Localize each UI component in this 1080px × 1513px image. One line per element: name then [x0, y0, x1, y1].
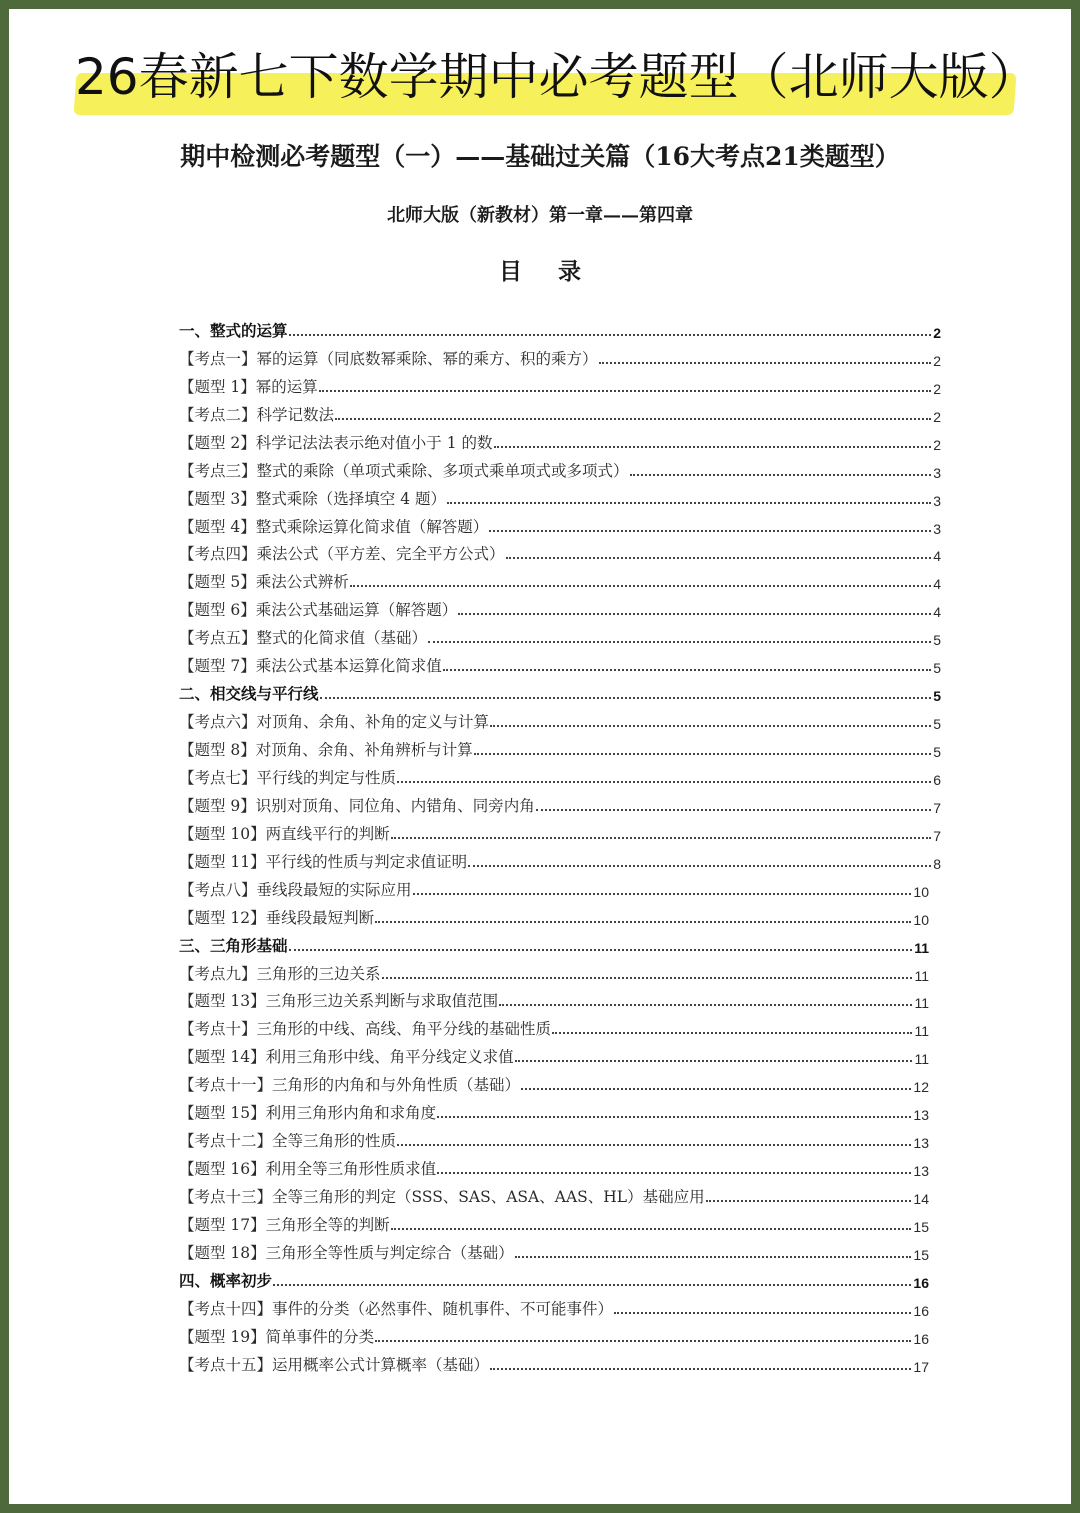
toc-entry-page: 14 [913, 1191, 929, 1207]
toc-leader-dots [706, 1200, 912, 1202]
toc-leader-dots [614, 1312, 911, 1314]
toc-entry[interactable] [179, 872, 941, 900]
toc-chapter-entry[interactable] [179, 676, 941, 704]
toc-leader-dots [447, 502, 931, 504]
toc-leader-dots [289, 949, 913, 951]
toc-entry-page: 11 [914, 1023, 929, 1040]
toc-entry-page: 15 [913, 1246, 929, 1263]
toc-entry[interactable] [179, 956, 941, 984]
toc-entry-page: 2 [933, 436, 941, 453]
toc-leader-dots [443, 669, 931, 671]
toc-entry-page: 2 [933, 352, 941, 369]
toc-entry-page: 5 [933, 716, 941, 733]
toc-chapter-entry[interactable] [179, 928, 941, 956]
toc-entry[interactable] [179, 592, 941, 620]
toc-entry-page: 12 [913, 1079, 929, 1096]
toc-entry[interactable] [179, 900, 941, 928]
toc-leader-dots [521, 1088, 911, 1090]
toc-entry-label: 【考点四】乘法公式（平方差、完全平方公式） [179, 545, 505, 564]
toc-entry-page: 5 [933, 744, 941, 760]
toc-entry-label: 【题型 10】两直线平行的判断 [179, 824, 390, 843]
toc-entry-label: 【题型 9】识别对顶角、同位角、内错角、同旁内角 [179, 796, 535, 815]
toc-entry-page: 4 [933, 576, 941, 593]
toc-entry[interactable] [179, 341, 941, 369]
toc-leader-dots [506, 557, 932, 559]
toc-entry-page: 7 [933, 799, 941, 816]
toc-leader-dots [320, 697, 932, 699]
toc-entry-label: 【考点十】三角形的中线、高线、角平分线的基础性质 [179, 1020, 552, 1039]
toc-entry-label: 【题型 8】对顶角、余角、补角辨析与计算 [179, 741, 473, 759]
toc-entry[interactable] [179, 732, 941, 760]
toc-entry-page: 3 [933, 492, 941, 509]
toc-entry-page: 5 [933, 688, 941, 705]
toc-entry[interactable] [179, 648, 941, 676]
toc-entry-label: 【考点一】幂的运算（同底数幂乘除、幂的乘方、积的乘方） [179, 349, 598, 368]
toc-entry-page: 7 [933, 827, 941, 844]
toc-leader-dots [335, 418, 931, 420]
toc-entry[interactable] [179, 704, 941, 732]
toc-entry-label: 四、概率初步 [179, 1270, 273, 1290]
toc-entry[interactable] [179, 369, 941, 397]
toc-leader-dots [319, 390, 931, 392]
toc-leader-dots [490, 1368, 911, 1370]
toc-leader-dots [273, 1284, 911, 1286]
toc-entry-page: 16 [913, 1330, 929, 1347]
toc-leader-dots [490, 725, 931, 727]
toc-leader-dots [474, 753, 931, 755]
toc-entry[interactable] [179, 788, 941, 816]
toc-entry-label: 【题型 3】整式乘除（选择填空 4 题） [179, 489, 447, 508]
document-page [9, 9, 1071, 1504]
toc-entry-label: 【题型 5】乘法公式辨析 [179, 573, 349, 592]
toc-entry-page: 4 [933, 604, 941, 621]
toc-entry-page: 6 [933, 771, 941, 788]
toc-entry-page: 5 [933, 660, 941, 677]
toc-entry-label: 【题型 11】平行线的性质与判定求值证明 [179, 852, 468, 871]
toc-entry-label: 【考点十五】运用概率公式计算概率（基础） [179, 1355, 490, 1374]
toc-entry-page: 16 [913, 1302, 929, 1319]
toc-entry-page: 3 [933, 520, 941, 537]
toc-entry-label: 【考点九】三角形的三边关系 [179, 964, 381, 983]
toc-entry[interactable] [179, 1151, 941, 1179]
toc-entry-label: 三、三角形基础 [179, 935, 288, 955]
toc-entry-label: 【题型 4】整式乘除运算化简求值（解答题） [179, 517, 489, 536]
toc-entry-label: 【考点十一】三角形的内角和与外角性质（基础） [179, 1076, 521, 1095]
title-banner [75, 33, 1039, 121]
toc-entry[interactable] [179, 1347, 941, 1375]
toc-entry[interactable] [179, 397, 941, 425]
toc-leader-dots [375, 921, 911, 923]
toc-entry-page: 8 [933, 855, 941, 872]
toc-entry[interactable] [179, 1291, 941, 1319]
toc-leader-dots [397, 1144, 911, 1146]
toc-entry-page: 13 [913, 1107, 929, 1124]
toc-entry-label: 【题型 16】利用全等三角形性质求值 [179, 1160, 437, 1179]
table-of-contents [179, 313, 941, 1375]
toc-entry-page: 11 [914, 1051, 929, 1068]
toc-entry-page: 5 [933, 632, 941, 649]
toc-leader-dots [397, 781, 931, 783]
toc-entry[interactable] [179, 1179, 941, 1207]
toc-leader-dots [515, 1060, 913, 1062]
toc-leader-dots [428, 641, 931, 643]
toc-entry-label: 【题型 18】三角形全等性质与判定综合（基础） [179, 1243, 514, 1262]
toc-entry-label: 【考点三】整式的乘除（单项式乘除、多项式乘单项式或多项式） [179, 461, 629, 480]
toc-leader-dots [499, 1004, 912, 1006]
toc-entry-label: 【题型 13】三角形三边关系判断与求取值范围 [179, 992, 499, 1011]
toc-leader-dots [382, 977, 913, 979]
toc-entry-label: 【考点五】整式的化简求值（基础） [179, 629, 428, 648]
edition-line: 北师大版（新教材）第一章——第四章 [387, 205, 693, 226]
toc-leader-dots [494, 446, 932, 448]
toc-leader-dots [468, 865, 931, 867]
toc-entry-label: 【考点七】平行线的判定与性质 [179, 768, 397, 787]
toc-leader-dots [489, 530, 931, 532]
toc-entry-label: 【题型 1】幂的运算 [179, 377, 318, 396]
toc-entry[interactable] [179, 564, 941, 592]
toc-leader-dots [536, 809, 931, 811]
toc-entry[interactable] [179, 760, 941, 788]
main-title: 26春新七下数学期中必考题型（北师大版） [75, 48, 1039, 106]
toc-entry[interactable] [179, 1207, 941, 1235]
toc-entry-label: 【题型 17】三角形全等的判断 [179, 1215, 390, 1234]
toc-leader-dots [391, 1228, 912, 1230]
toc-entry-page: 11 [914, 939, 929, 956]
toc-entry-page: 10 [913, 883, 929, 900]
toc-entry-page: 13 [913, 1163, 929, 1180]
toc-entry-label: 【考点八】垂线段最短的实际应用 [179, 880, 412, 899]
toc-leader-dots [375, 1340, 911, 1342]
toc-leader-dots [630, 474, 932, 476]
toc-leader-dots [289, 334, 932, 336]
toc-entry[interactable] [179, 509, 941, 537]
toc-entry-label: 【题型 14】利用三角形中线、角平分线定义求值 [179, 1048, 514, 1067]
toc-entry[interactable] [179, 1095, 941, 1123]
toc-entry-label: 【考点六】对顶角、余角、补角的定义与计算 [179, 713, 490, 732]
toc-entry-label: 【题型 12】垂线段最短判断 [179, 908, 375, 927]
toc-entry[interactable] [179, 1011, 941, 1039]
toc-entry-page: 13 [913, 1135, 929, 1152]
toc-entry[interactable] [179, 620, 941, 648]
toc-entry[interactable] [179, 481, 941, 509]
toc-leader-dots [437, 1116, 911, 1118]
toc-chapter-entry[interactable] [179, 313, 941, 341]
toc-leader-dots [552, 1032, 912, 1034]
toc-entry-page: 2 [933, 380, 941, 397]
toc-entry-label: 【题型 7】乘法公式基本运算化简求值 [179, 657, 442, 676]
toc-entry[interactable] [179, 1319, 941, 1347]
toc-entry[interactable] [179, 984, 941, 1012]
toc-entry-label: 【题型 15】利用三角形内角和求角度 [179, 1104, 437, 1123]
toc-entry[interactable] [179, 816, 941, 844]
toc-entry-label: 【考点十二】全等三角形的性质 [179, 1132, 397, 1151]
toc-entry[interactable] [179, 425, 941, 453]
toc-entry[interactable] [179, 1039, 941, 1067]
toc-entry[interactable] [179, 1123, 941, 1151]
toc-leader-dots [599, 362, 932, 364]
toc-entry-label: 一、整式的运算 [179, 320, 288, 340]
subtitle: 期中检测必考题型（一）——基础过关篇（16大考点21类题型） [180, 142, 900, 171]
toc-entry-page: 16 [913, 1274, 929, 1291]
toc-entry-page: 2 [933, 324, 941, 341]
toc-leader-dots [515, 1256, 912, 1258]
toc-entry-page: 11 [914, 995, 929, 1012]
toc-leader-dots [458, 613, 931, 615]
toc-entry-label: 【考点二】科学记数法 [179, 405, 335, 424]
toc-entry-label: 二、相交线与平行线 [179, 684, 319, 704]
toc-entry[interactable] [179, 537, 941, 565]
toc-chapter-entry[interactable] [179, 1263, 941, 1291]
toc-entry-label: 【考点十四】事件的分类（必然事件、随机事件、不可能事件） [179, 1299, 614, 1318]
toc-title: 目 录 [498, 258, 595, 285]
toc-entry-label: 【题型 6】乘法公式基础运算（解答题） [179, 601, 458, 620]
toc-entry-page: 4 [933, 548, 941, 565]
toc-entry[interactable] [179, 1235, 941, 1263]
toc-entry-label: 【题型 2】科学记法法表示绝对值小于 1 的数 [179, 433, 493, 452]
toc-entry-page: 2 [933, 408, 941, 425]
toc-entry-page: 11 [914, 967, 929, 984]
toc-entry-label: 【题型 19】简单事件的分类 [179, 1327, 375, 1346]
toc-leader-dots [391, 837, 932, 839]
toc-entry[interactable] [179, 844, 941, 872]
toc-entry-page: 17 [913, 1358, 929, 1375]
toc-entry-label: 【考点十三】全等三角形的判定（SSS、SAS、ASA、AAS、HL）基础应用 [179, 1188, 705, 1206]
toc-entry-page: 3 [933, 464, 941, 481]
toc-entry-page: 15 [913, 1218, 929, 1235]
toc-entry[interactable] [179, 1067, 941, 1095]
toc-leader-dots [437, 1172, 911, 1174]
toc-entry[interactable] [179, 453, 941, 481]
toc-leader-dots [413, 893, 912, 895]
toc-leader-dots [350, 585, 931, 587]
toc-entry-page: 10 [913, 911, 929, 928]
